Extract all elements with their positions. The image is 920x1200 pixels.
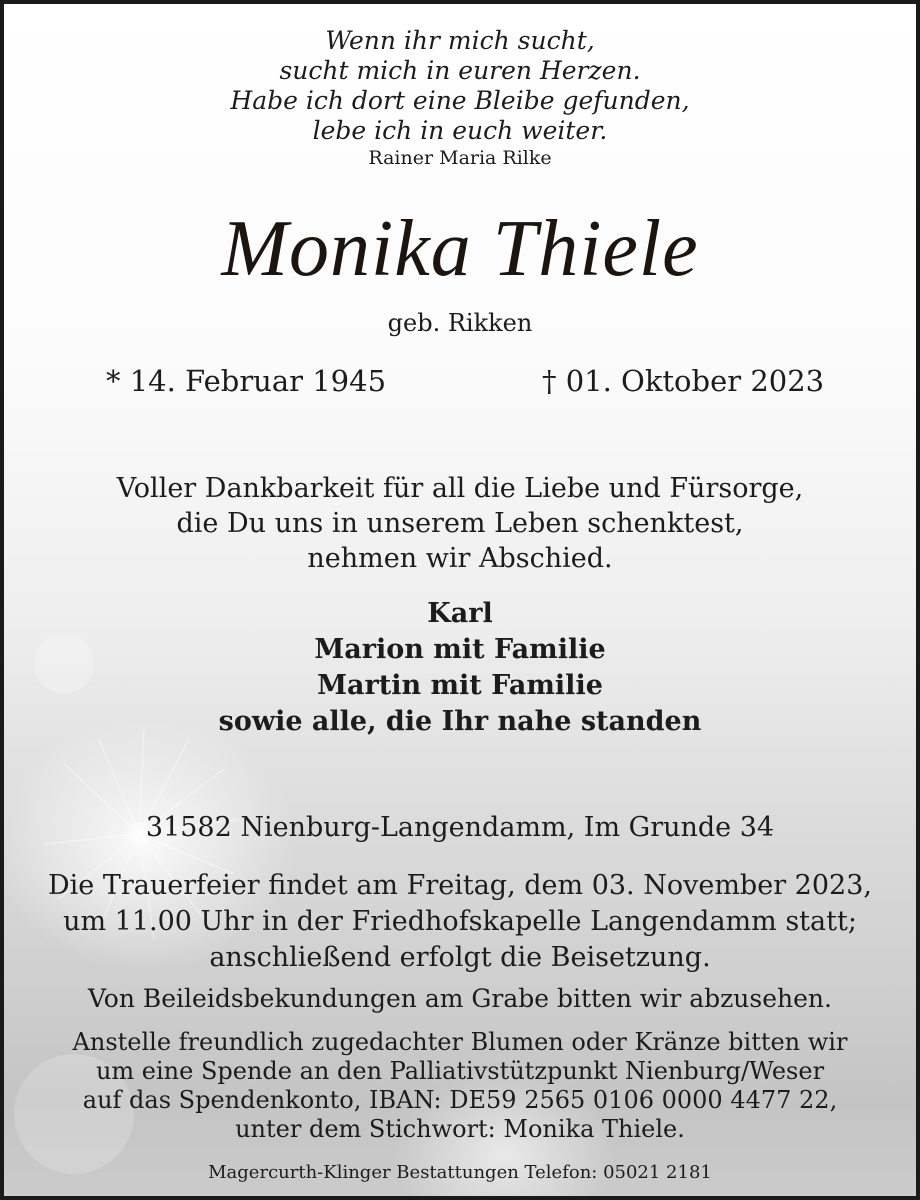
poem-line: Wenn ihr mich sucht, bbox=[325, 26, 595, 55]
poem-line: lebe ich in euch weiter. bbox=[312, 116, 608, 145]
poem-author: Rainer Maria Rilke bbox=[368, 147, 552, 169]
address: 31582 Nienburg-Langendamm, Im Grunde 34 bbox=[145, 812, 775, 843]
deceased-name: Monika Thiele bbox=[221, 205, 699, 293]
condolences-note: Von Beileidsbekundungen am Grabe bitten wir abzusehen. bbox=[88, 984, 832, 1013]
death-date: † 01. Oktober 2023 bbox=[542, 364, 825, 398]
donation-line: um eine Spende an den Palliativstützpunkt Nienburg/Weser bbox=[95, 1057, 825, 1085]
birth-date: * 14. Februar 1945 bbox=[106, 364, 387, 398]
mourner: Marion mit Familie bbox=[314, 634, 606, 665]
ceremony-line: um 11.00 Uhr in der Friedhofskapelle Langendamm statt; bbox=[63, 906, 857, 937]
donation-line: auf das Spendenkonto, IBAN: DE59 2565 0106 0000 4477 22, bbox=[82, 1086, 838, 1114]
poem-line: Habe ich dort eine Bleibe gefunden, bbox=[230, 86, 690, 115]
ceremony-line: anschließend erfolgt die Beisetzung. bbox=[209, 942, 711, 973]
thanks-line: Voller Dankbarkeit für all die Liebe und Fürsorge, bbox=[116, 473, 804, 504]
ceremony-info bbox=[4, 868, 916, 976]
thanks-line: nehmen wir Abschied. bbox=[307, 543, 613, 574]
mourner: Karl bbox=[427, 598, 493, 629]
mourner: Martin mit Familie bbox=[317, 670, 603, 701]
mourners-list bbox=[4, 596, 916, 740]
funeral-home-footer: Magercurth-Klinger Bestattungen Telefon: 05021 2181 bbox=[208, 1162, 712, 1183]
poem-line: sucht mich in euren Herzen. bbox=[279, 56, 641, 85]
mourner: sowie alle, die Ihr nahe standen bbox=[218, 706, 702, 737]
ceremony-line: Die Trauerfeier findet am Freitag, dem 03. November 2023, bbox=[48, 870, 872, 901]
thanks-text bbox=[4, 471, 916, 576]
birth-name: geb. Rikken bbox=[387, 309, 533, 337]
donation-line: Anstelle freundlich zugedachter Blumen oder Kränze bitten wir bbox=[72, 1028, 848, 1056]
donation-info bbox=[4, 1028, 916, 1144]
poem bbox=[4, 26, 916, 146]
donation-line: unter dem Stichwort: Monika Thiele. bbox=[235, 1115, 685, 1143]
thanks-line: die Du uns in unserem Leben schenktest, bbox=[176, 508, 744, 539]
